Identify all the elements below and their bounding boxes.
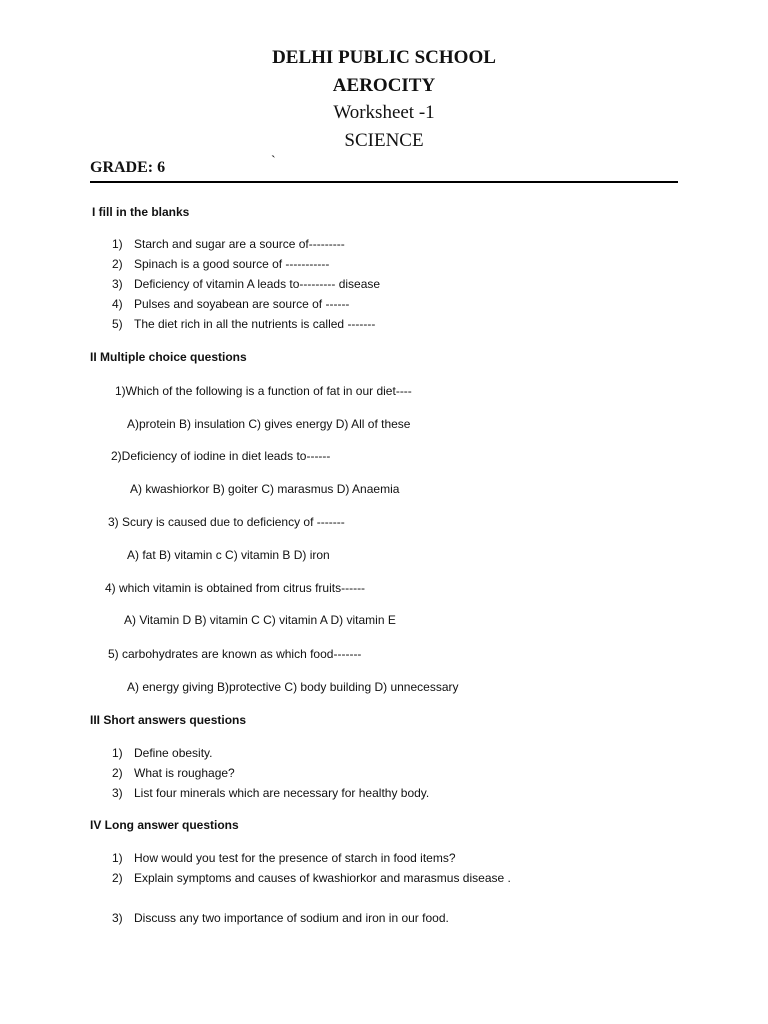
mcq-options: A)protein B) insulation C) gives energy D) All of these bbox=[127, 417, 411, 431]
item-text: Deficiency of vitamin A leads to--------- disease bbox=[134, 277, 381, 291]
item-text: How would you test for the presence of starch in food items? bbox=[134, 851, 456, 865]
grade-label: GRADE: 6 bbox=[90, 159, 166, 176]
mcq-question: 5) carbohydrates are known as which food------- bbox=[108, 647, 362, 661]
section-heading-long-answers: IV Long answer questions bbox=[90, 818, 239, 832]
stray-mark: ` bbox=[271, 154, 276, 169]
section-heading-fill-blanks: I fill in the blanks bbox=[92, 205, 190, 219]
list-item bbox=[112, 786, 429, 800]
list-item bbox=[112, 237, 345, 251]
list-item bbox=[112, 297, 349, 311]
item-text: Define obesity. bbox=[134, 746, 213, 760]
mcq-options: A) energy giving B)protective C) body building D) unnecessary bbox=[127, 680, 459, 694]
mcq-options: A) Vitamin D B) vitamin C C) vitamin A D) vitamin E bbox=[124, 613, 396, 627]
item-number: 1) bbox=[112, 237, 123, 251]
item-number: 5) bbox=[112, 317, 123, 331]
item-number: 3) bbox=[112, 911, 123, 925]
list-item bbox=[112, 871, 511, 885]
item-number: 2) bbox=[112, 871, 123, 885]
item-number: 3) bbox=[112, 277, 123, 291]
school-name: DELHI PUBLIC SCHOOL bbox=[272, 47, 496, 68]
item-number: 4) bbox=[112, 297, 123, 311]
list-item bbox=[112, 851, 456, 865]
mcq-options: A) fat B) vitamin c C) vitamin B D) iron bbox=[127, 548, 330, 562]
item-text: The diet rich in all the nutrients is called ------- bbox=[134, 317, 376, 331]
item-text: What is roughage? bbox=[134, 766, 235, 780]
subject-title: SCIENCE bbox=[344, 130, 424, 151]
header-divider bbox=[90, 181, 678, 183]
section-heading-mcq: II Multiple choice questions bbox=[90, 350, 247, 364]
item-number: 2) bbox=[112, 257, 123, 271]
school-branch: AEROCITY bbox=[332, 75, 436, 96]
item-text: Explain symptoms and causes of kwashiorkor and marasmus disease . bbox=[134, 871, 511, 885]
list-item bbox=[112, 277, 380, 291]
item-text: List four minerals which are necessary for healthy body. bbox=[134, 786, 430, 800]
list-item bbox=[112, 746, 213, 760]
item-text: Pulses and soyabean are source of ------ bbox=[134, 297, 350, 311]
mcq-question: 3) Scury is caused due to deficiency of ------- bbox=[108, 515, 345, 529]
item-number: 1) bbox=[112, 851, 123, 865]
list-item bbox=[112, 911, 449, 925]
mcq-question: 4) which vitamin is obtained from citrus fruits------ bbox=[105, 581, 366, 595]
list-item bbox=[112, 317, 375, 331]
item-number: 1) bbox=[112, 746, 123, 760]
item-number: 2) bbox=[112, 766, 123, 780]
worksheet-title: Worksheet -1 bbox=[333, 102, 435, 123]
mcq-question: 1)Which of the following is a function of fat in our diet---- bbox=[115, 384, 412, 398]
item-text: Discuss any two importance of sodium and iron in our food. bbox=[134, 911, 449, 925]
item-text: Starch and sugar are a source of--------- bbox=[134, 237, 345, 251]
list-item bbox=[112, 766, 235, 780]
mcq-question: 2)Deficiency of iodine in diet leads to------ bbox=[111, 449, 331, 463]
item-number: 3) bbox=[112, 786, 123, 800]
list-item bbox=[112, 257, 329, 271]
section-heading-short-answers: III Short answers questions bbox=[90, 713, 247, 727]
item-text: Spinach is a good source of ----------- bbox=[134, 257, 330, 271]
mcq-options: A) kwashiorkor B) goiter C) marasmus D) Anaemia bbox=[130, 482, 400, 496]
